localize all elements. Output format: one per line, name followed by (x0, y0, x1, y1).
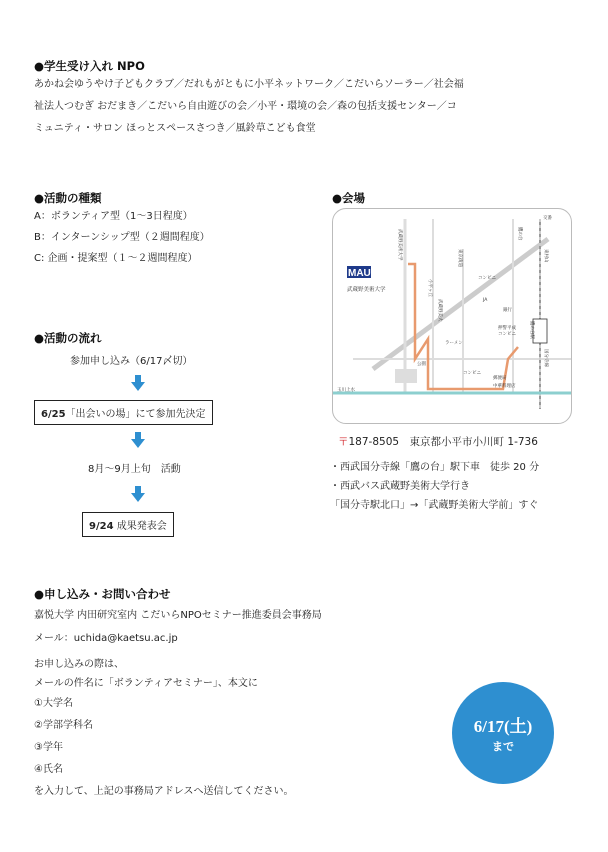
map-label-canal: 玉川上水 (337, 388, 355, 393)
npo-line: あかね会ゆうやけ子どもクラブ／だれもがともに小平ネットワーク／こだいらソーラー／社会福 (34, 79, 464, 90)
venue-heading: ●会場 (332, 191, 366, 205)
contact-instructions (34, 655, 294, 803)
map-label-bus1: 武蔵野美術大学 (397, 229, 402, 261)
types-heading: ●活動の種類 (34, 191, 102, 205)
instruction-item: ②学部学科名 (34, 720, 93, 731)
instruction-item: ③学年 (34, 742, 63, 753)
map-label-conv1: コンビニ (478, 276, 496, 281)
access-line: 「国分寺駅北口」→「武蔵野美術大学前」すぐ (330, 500, 539, 511)
deadline-badge (452, 682, 554, 784)
npo-list (34, 74, 579, 140)
map-label-bus2: 小平ヶ丘 (427, 279, 432, 297)
contact-organization: 嘉悦大学 内田研究室内 こだいらNPOセミナー推進委員会事務局 (34, 610, 322, 621)
types-list (34, 206, 210, 269)
flow-heading: ●活動の流れ (34, 331, 102, 345)
instruction-line: お申し込みの際は、 (34, 659, 124, 670)
contact-heading: ●申し込み・お問い合わせ (34, 587, 171, 601)
instruction-item: ①大学名 (34, 698, 73, 709)
map-park (395, 369, 417, 383)
map-label-conv2: コンビニ (463, 371, 481, 376)
type-item: B：インターンシップ型（２週間程度） (34, 232, 210, 243)
down-arrow-icon (131, 486, 145, 502)
down-arrow-icon (131, 375, 145, 391)
map-label-line: 国分寺線 (543, 349, 548, 367)
map-label-police: 交番 (543, 216, 552, 221)
map-label-station: 鷹の台駅 (529, 321, 534, 339)
flow-step-apply: 参加申し込み（6/17〆切） (70, 356, 193, 367)
map-label-bank: 銀行 (503, 308, 512, 313)
flow-step-matching-date: 6/25 (41, 409, 66, 420)
type-item: C: 企画・提案型（１〜２週間程度） (34, 253, 198, 264)
venue-access (330, 458, 539, 515)
instruction-item: ④氏名 (34, 764, 63, 775)
postal-mark: 〒 (338, 436, 349, 448)
type-item: A：ボランティア型（1〜3日程度） (34, 211, 193, 222)
instruction-line: を入力して、上記の事務局アドレスへ送信してください。 (34, 786, 294, 797)
map-station-box (533, 319, 547, 343)
map-label-post: 郵便局 (493, 376, 507, 381)
map-drawing (333, 209, 571, 423)
map-label-ramen: ラーメン (445, 341, 463, 346)
flow-step-matching-text: 「出会いの場」にて参加先決定 (65, 409, 206, 420)
contact-email[interactable]: メール：uchida@kaetsu.ac.jp (34, 633, 178, 644)
map-label-bus5: 東京街道 (457, 249, 462, 267)
map-label-crossing: 押警平成 (498, 326, 516, 331)
map-label-ja: JA (483, 298, 488, 303)
access-line: ・西武バス武蔵野美術大学行き (330, 481, 470, 492)
npo-heading: ●学生受け入れ NPO (34, 59, 145, 73)
down-arrow-icon (131, 432, 145, 448)
venue-address (338, 434, 538, 449)
map-label-bus3: 鷹の台 (517, 227, 522, 241)
deadline-suffix: まで (492, 740, 514, 753)
map-label-park: 公園 (417, 362, 426, 367)
deadline-date: 6/17(土) (473, 717, 533, 736)
flow-step-presentation-box (82, 512, 174, 537)
map-label-shop: 中華料理店 (493, 384, 516, 389)
venue-map (332, 208, 572, 424)
npo-line: ミュニティ・サロン ほっとスペースさつき／風鈴草こども食堂 (34, 123, 316, 134)
map-univ-name: 武蔵野美術大学 (347, 287, 386, 293)
map-label-conv3: コンビニ (498, 332, 516, 337)
access-line: ・西武国分寺線「鷹の台」駅下車 徒歩 20 分 (330, 462, 540, 473)
npo-line: 祉法人つむぎ おだまき／こだいら自由遊びの会／小平・環境の会／森の包括支援センター／コ (34, 101, 457, 112)
venue-address-text: 187-8505 東京都小平市小川町 1-736 (348, 436, 538, 448)
flow-step-matching-box (34, 400, 213, 425)
flow-step-activity: 8月〜9月上旬 活動 (88, 464, 181, 475)
flow-step-presentation-text: 成果発表会 (113, 521, 167, 532)
flow-step-presentation-date: 9/24 (89, 521, 114, 532)
map-mau-logo: MAU (348, 268, 371, 279)
map-label-higashi: 東村山 (543, 249, 548, 263)
instruction-line: メールの件名に「ボランティアセミナー」、本文に (34, 678, 258, 689)
map-label-bus4: 武蔵野美大 (437, 299, 442, 322)
